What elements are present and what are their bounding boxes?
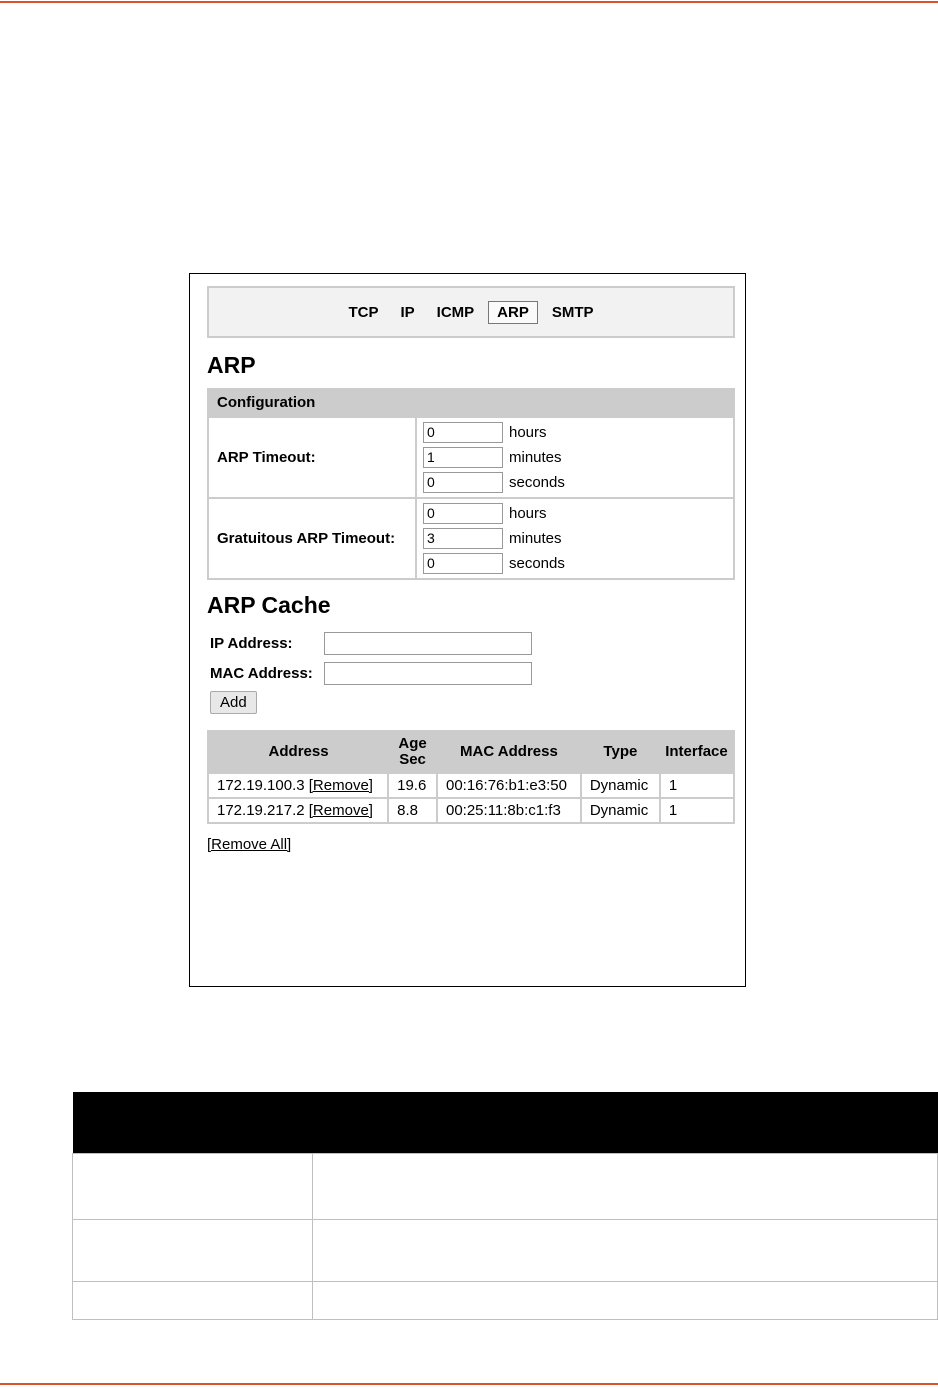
- arp-timeout-fields: [417, 418, 571, 497]
- document-table-header: [73, 1092, 938, 1154]
- tab-arp[interactable]: ARP: [488, 301, 538, 324]
- configuration-header: Configuration: [209, 390, 733, 416]
- tab-smtp[interactable]: SMTP: [551, 303, 594, 321]
- age-cell: 8.8: [388, 798, 437, 823]
- protocol-tabbar: [207, 286, 735, 338]
- arp-cache-table: [207, 730, 735, 824]
- document-header-cell-1: [73, 1092, 313, 1154]
- hours-unit: hours: [509, 424, 547, 441]
- type-cell: Dynamic: [581, 798, 660, 823]
- interface-cell: 1: [660, 773, 734, 798]
- interface-cell: 1: [660, 798, 734, 823]
- seconds-unit: seconds: [509, 474, 565, 491]
- arp-timeout-row: [209, 416, 733, 497]
- mac-cell: 00:16:76:b1:e3:50: [437, 773, 581, 798]
- column-mac-address: MAC Address: [437, 731, 581, 773]
- address-cell: [208, 798, 388, 823]
- document-cell: [73, 1220, 313, 1282]
- column-interface: Interface: [660, 731, 734, 773]
- hours-unit: hours: [509, 505, 547, 522]
- screenshot-frame: [189, 273, 746, 987]
- arp-cache-title: ARP Cache: [207, 592, 331, 618]
- add-button[interactable]: Add: [210, 691, 257, 714]
- tab-ip[interactable]: IP: [400, 303, 415, 321]
- mac-address-label: MAC Address:: [210, 664, 313, 682]
- document-table-row: [73, 1154, 938, 1220]
- mac-address-input[interactable]: [324, 662, 532, 685]
- address-value: 172.19.217.2: [217, 802, 305, 819]
- address-value: 172.19.100.3: [217, 777, 305, 794]
- column-sec: Sec: [399, 751, 426, 768]
- bottom-rule: [0, 1383, 938, 1385]
- remove-link[interactable]: [Remove]: [308, 802, 373, 819]
- page-title: ARP: [207, 352, 256, 378]
- arp-timeout-minutes-input[interactable]: 1: [423, 447, 503, 468]
- remove-link[interactable]: [Remove]: [308, 777, 373, 794]
- document-table-row: [73, 1220, 938, 1282]
- ip-address-row: [210, 628, 735, 658]
- remove-all-link[interactable]: [Remove All]: [207, 836, 292, 853]
- document-cell: [313, 1282, 938, 1320]
- document-table-row: [73, 1282, 938, 1320]
- gratuitous-seconds-input[interactable]: 0: [423, 553, 503, 574]
- column-type: Type: [581, 731, 660, 773]
- document-table: [72, 1092, 938, 1320]
- type-cell: Dynamic: [581, 773, 660, 798]
- configuration-panel: [207, 388, 735, 580]
- table-row: [208, 773, 734, 798]
- gratuitous-arp-timeout-fields: [417, 499, 571, 578]
- document-header-cell-2: [313, 1092, 938, 1154]
- document-cell: [73, 1154, 313, 1220]
- address-cell: [208, 773, 388, 798]
- gratuitous-minutes-input[interactable]: 3: [423, 528, 503, 549]
- mac-cell: 00:25:11:8b:c1:f3: [437, 798, 581, 823]
- age-cell: 19.6: [388, 773, 437, 798]
- top-rule: [0, 1, 938, 3]
- table-row: [208, 798, 734, 823]
- gratuitous-arp-timeout-row: [209, 497, 733, 578]
- ip-address-label: IP Address:: [210, 634, 293, 652]
- minutes-unit: minutes: [509, 449, 562, 466]
- column-age-sec: [388, 731, 437, 773]
- minutes-unit: minutes: [509, 530, 562, 547]
- arp-timeout-hours-input[interactable]: 0: [423, 422, 503, 443]
- gratuitous-hours-input[interactable]: 0: [423, 503, 503, 524]
- tab-icmp[interactable]: ICMP: [436, 303, 475, 321]
- document-cell: [313, 1220, 938, 1282]
- ip-address-input[interactable]: [324, 632, 532, 655]
- document-cell: [313, 1154, 938, 1220]
- column-address: Address: [208, 731, 388, 773]
- arp-timeout-label: ARP Timeout:: [209, 418, 417, 497]
- document-cell: [73, 1282, 313, 1320]
- table-header-row: [208, 731, 734, 773]
- arp-timeout-seconds-input[interactable]: 0: [423, 472, 503, 493]
- tab-tcp[interactable]: TCP: [348, 303, 379, 321]
- seconds-unit: seconds: [509, 555, 565, 572]
- column-age: Age: [398, 735, 427, 752]
- arp-page: [207, 286, 735, 853]
- gratuitous-arp-timeout-label: Gratuitous ARP Timeout:: [209, 499, 417, 578]
- mac-address-row: [210, 658, 735, 688]
